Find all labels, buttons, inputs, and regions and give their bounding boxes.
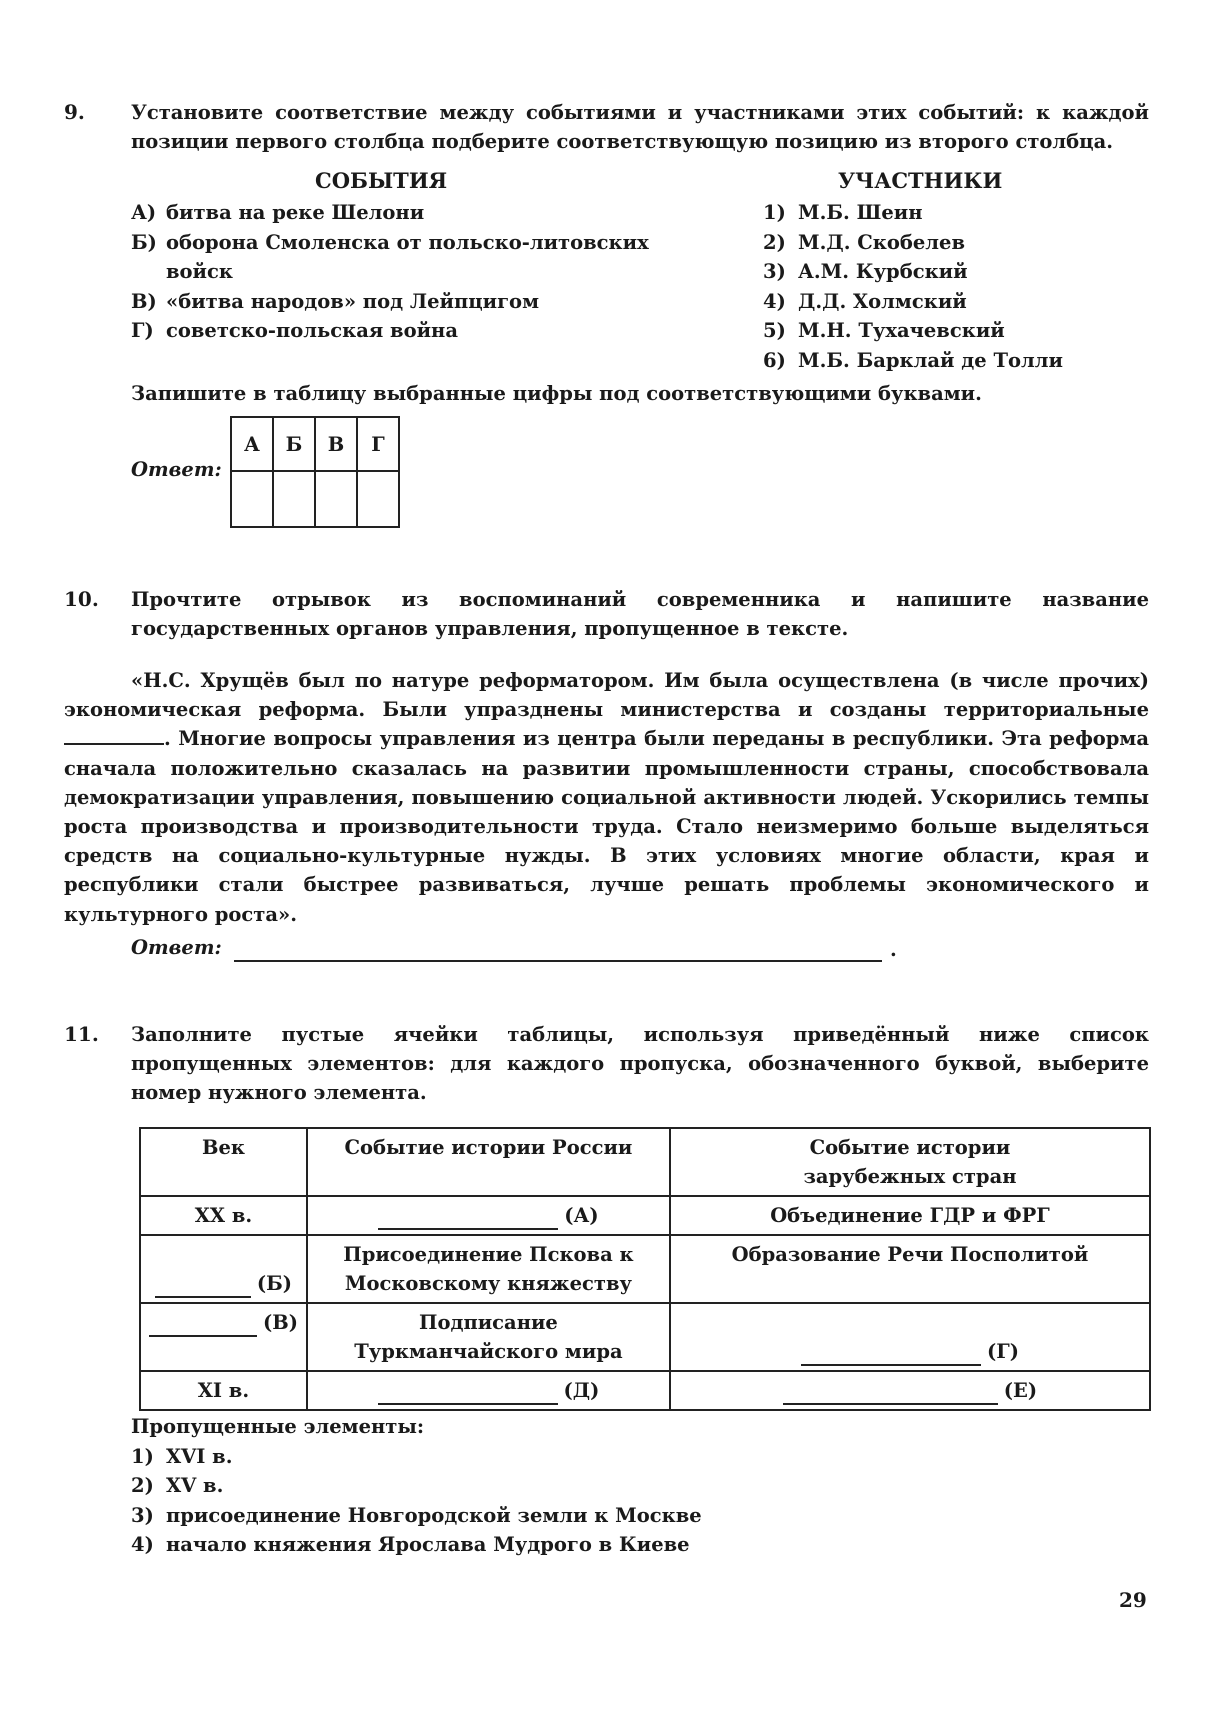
cell-russia-gap-a[interactable]: (А) [307, 1196, 670, 1235]
table-row [140, 1235, 1150, 1303]
table-header-row [140, 1128, 1150, 1196]
answer-cell-v[interactable] [315, 471, 357, 527]
missing-item: 3) присоединение Новгородской земли к Москве [131, 1503, 702, 1527]
cell-century-gap-v[interactable]: (В) [140, 1303, 307, 1371]
q9-instruction: Запишите в таблицу выбранные цифры под соответствующими буквами. [131, 382, 982, 405]
header-century: Век [140, 1128, 307, 1196]
missing-item: 1) XVI в. [131, 1444, 233, 1468]
q10-number: 10. [64, 587, 99, 611]
answer-cell-b[interactable] [273, 471, 315, 527]
event-item: А) битва на реке Шелони [131, 201, 425, 224]
q9-events-heading: СОБЫТИЯ [315, 168, 448, 193]
table-row [140, 1303, 1150, 1371]
cell-foreign: Образование Речи Посполитой [670, 1235, 1150, 1303]
q11-history-table [139, 1127, 1151, 1411]
table-row [140, 1371, 1150, 1410]
passage-gap [64, 725, 164, 745]
q9-events-list [131, 198, 661, 346]
participant-item: 6) М.Б. Барклай де Толли [763, 348, 1063, 372]
q9-participants-list [763, 198, 1143, 375]
answer-cell-g[interactable] [357, 471, 399, 527]
q10-answer-field[interactable] [234, 937, 882, 962]
cell-russia: Подписание Туркманчайского мира [307, 1303, 670, 1371]
participant-item: 5) М.Н. Тухачевский [763, 319, 1005, 342]
q9-number: 9. [64, 100, 85, 124]
header-foreign: Событие истории зарубежных стран [670, 1128, 1150, 1196]
missing-heading: Пропущенные элементы: [131, 1415, 425, 1438]
q10-passage: «Н.С. Хрущёв был по натуре реформатором. Им была осуществлена (в числе прочих) экономическая реформа. Были упразднены министерства и созданы территориальные . Многие вопросы управления из центра были переданы в республики. Эта реформа сначала положительно сказалась на развитии промышленности страны, способствовала демократизации управления, повышению социальной активности людей. Ускорились темпы роста производства и производительности труда. Стало неизмеримо больше выделяться средств на социально-культурные нужды. В этих условиях многие области, края и республики стали быстрее развиваться, лучше решать проблемы экономического и культурного роста». [64, 669, 1149, 926]
cell-century-gap-b[interactable]: (Б) [140, 1235, 307, 1303]
participant-item: 2) М.Д. Скобелев [763, 230, 966, 254]
cell-century: XX в. [140, 1196, 307, 1235]
q11-number: 11. [64, 1022, 99, 1046]
cell-century: XI в. [140, 1371, 307, 1410]
answer-col-header: Б [273, 417, 315, 471]
q11-missing-list [131, 1412, 831, 1560]
cell-russia-gap-d[interactable]: (Д) [307, 1371, 670, 1410]
q10-prompt: Прочтите отрывок из воспоминаний современника и напишите название государственных органов управления, пропущенное в тексте. [131, 588, 1149, 640]
header-russia: Событие истории России [307, 1128, 670, 1196]
q9-prompt: Установите соответствие между событиями и участниками этих событий: к каждой позиции первого столбца подберите соответствующую позицию из второго столбца. [131, 101, 1149, 153]
q9-answer-label: Ответ: [131, 458, 222, 481]
cell-foreign-gap-g[interactable]: (Г) [670, 1303, 1150, 1371]
q10-answer-period: . [890, 938, 897, 961]
table-row [140, 1196, 1150, 1235]
page-number: 29 [1119, 1588, 1147, 1612]
missing-item: 4) начало княжения Ярослава Мудрого в Киеве [131, 1533, 690, 1556]
answer-col-header: А [231, 417, 273, 471]
cell-foreign: Объединение ГДР и ФРГ [670, 1196, 1150, 1235]
q10-answer-label: Ответ: [131, 936, 222, 959]
q9-answer-grid [230, 416, 400, 528]
event-item: В) «битва народов» под Лейпцигом [131, 289, 540, 313]
cell-russia: Присоединение Пскова к Московскому княжеству [307, 1235, 670, 1303]
answer-col-header: В [315, 417, 357, 471]
participant-item: 1) М.Б. Шеин [763, 201, 923, 224]
event-item: Г) советско-польская война [131, 319, 458, 342]
participant-item: 4) Д.Д. Холмский [763, 289, 967, 313]
participant-item: 3) А.М. Курбский [763, 260, 968, 283]
q9-participants-heading: УЧАСТНИКИ [838, 168, 1003, 193]
cell-foreign-gap-e[interactable]: (Е) [670, 1371, 1150, 1410]
q11-prompt: Заполните пустые ячейки таблицы, используя приведённый ниже список пропущенных элементов: для каждого пропуска, обозначенного буквой, выберите номер нужного элемента. [131, 1023, 1149, 1104]
event-item: Б) оборона Смоленска от польско-литовских войск [131, 230, 649, 283]
answer-col-header: Г [357, 417, 399, 471]
answer-cell-a[interactable] [231, 471, 273, 527]
missing-item: 2) XV в. [131, 1474, 224, 1497]
